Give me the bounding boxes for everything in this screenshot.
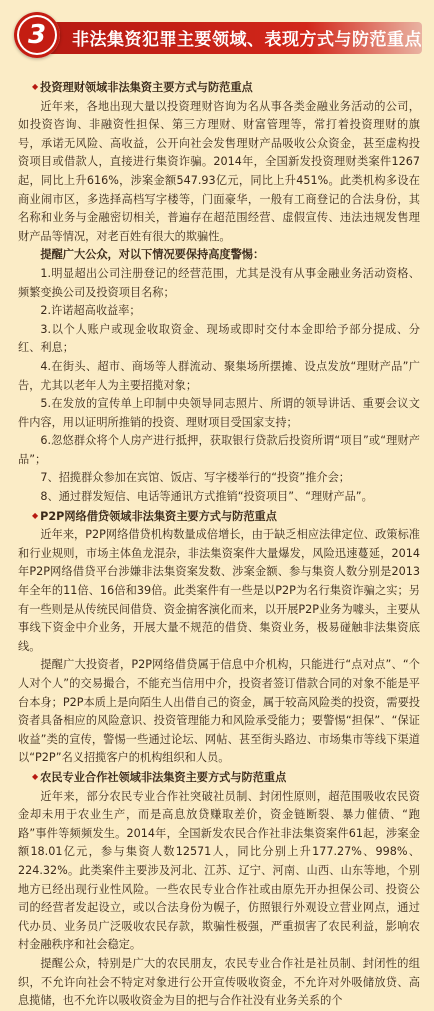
list-item: 2.许诺超高收益率； (40, 304, 141, 318)
article-body (18, 78, 420, 1011)
subsection-title-cooperative: ◆ 农民专业合作社领域非法集资主要方式与防范重点 (32, 770, 287, 784)
paragraph: 提醒公众，特别是广大的农民朋友，农民专业合作社是社员制、封闭性的组织，不允许向社会不特定对象进行公开宣传吸收资金，不允许对外吸储放贷、高息揽储，也不允许以吸收资金为目的把与合作社没有业务关系的个 (18, 956, 420, 1008)
alert-heading: 提醒广大公众，对以下情况要保持高度警惕： (40, 248, 265, 262)
paragraph: 近年来，各地出现大量以投资理财咨询为名从事各类金融业务活动的公司，如投资咨询、非融资性担保、第三方理财、财富管理等，常打着投资理财的旗号，承诺无风险、高收益，公开向社会发售理财产品吸收公众资金，甚至虚构投资项目或借款人，直接进行集资诈骗。2014年，全国新发投资理财类案件1267起，同比上升616%，涉案金额547.93亿元，同比上升451%。此类机构多设在商业闹市区，多选择高档写字楼等，门面豪华，一般有工商登记的合法身份，其名称和业务与金融密切相关，普遍存在超范围经营、虚假宣传、违法违规发售理财产品等情况，对老百姓有很大的欺骗性。 (18, 99, 420, 243)
section-number-badge (14, 12, 60, 58)
subsection-title-p2p: ◆ P2P网络借贷领域非法集资主要方式与防范重点 (32, 509, 277, 523)
list-item: 4.在街头、超市、商场等人群流动、聚集场所摆摊、设点发放“理财产品”广告，尤其以老年人为主要招揽对象； (18, 359, 420, 392)
diamond-bullet-icon: ◆ (32, 82, 39, 91)
diamond-bullet-icon: ◆ (32, 510, 39, 520)
list-item: 1.明显超出公司注册登记的经营范围，尤其是没有从事金融业务活动资格、频繁变换公司及投资项目名称； (18, 266, 420, 299)
list-item: 5.在发放的宣传单上印制中央领导同志照片、所谓的领导讲话、重要会议文件内容，用以证明所推销的投资、理财项目受国家支持； (18, 397, 420, 429)
section-number: 3 (19, 17, 55, 53)
section-header (14, 12, 424, 58)
list-item: 7、招揽群众参加在宾馆、饭店、写字楼举行的“投资”推介会； (40, 471, 350, 485)
list-item: 3.以个人账户或现金收取资金、现场或即时交付本金即给予部分提成、分红、利息； (18, 322, 420, 355)
paragraph: 提醒广大投资者，P2P网络借贷属于信息中介机构，只能进行“点对点”、“个人对个人”的交易撮合，不能充当信用中介，投资者签订借款合同的对象不能是平台本身；P2P本质上是向陌生人出借自己的资金，属于较高风险类的投资，需要投资者具备相应的风险意识、投资管理能力和风险承受能力；要警惕“担保”、“保证收益”类的宣传，警惕一些通过论坛、网帖、甚至街头路边、市场集市等线下渠道以“P2P”名义招揽客户的机构组织和人员。 (18, 658, 420, 765)
subsection-title-investment: ◆ 投资理财领域非法集资主要方式与防范重点 (32, 81, 253, 94)
section-title: 非法集资犯罪主要领域、表现方式与防范重点 (72, 30, 422, 50)
paragraph: 近年来，部分农民专业合作社突破社员制、封闭性原则，超范围吸收农民资金却未用于农业生产，而是高息放贷赚取差价，资金链断裂、暴力催债、“跑路”事件等频频发生。2014年，全国新发农民合作社非法集资案件61起，涉案金额18.01亿元，参与集资人数12571人，同比分别上升177.27%、998%、224.32%。此类案件主要涉及河北、江苏、辽宁、河南、山西、山东等地，个别地方已经出现行业性风险。一些农民专业合作社或由原先开办担保公司、投资公司的经营者发起设立，或以合法身份为幌子，仿照银行外观设立营业网点，通过代办员、业务员广泛吸收农民存款，欺骗性极强，严重损害了农民利益，影响农村金融秩序和社会稳定。 (18, 789, 420, 952)
list-item: 6.忽悠群众将个人房产进行抵押，获取银行贷款后投资所谓“项目”或“理财产品”； (18, 434, 420, 466)
paragraph: 近年来，P2P网络借贷机构数量成倍增长，由于缺乏相应法律定位、政策标准和行业规则，市场主体鱼龙混杂，非法集资案件大量爆发，风险迅速蔓延，2014年P2P网络借贷平台涉嫌非法集资案发数、涉案金额、参与集资人数分别是2013年全年的11倍、16倍和39倍。此类案件有一些是以P2P为名行集资诈骗之实；另有一些则是从传统民间借贷、资金掮客演化而来，以开展P2P业务为噱头，主要从事线下资金中介业务，开展大量不规范的借贷、集资业务，极易碰触非法集资底线。 (18, 528, 420, 653)
diamond-bullet-icon: ◆ (32, 771, 39, 781)
list-item: 8、通过群发短信、电话等通讯方式推销“投资项目”、“理财产品”。 (40, 490, 373, 504)
